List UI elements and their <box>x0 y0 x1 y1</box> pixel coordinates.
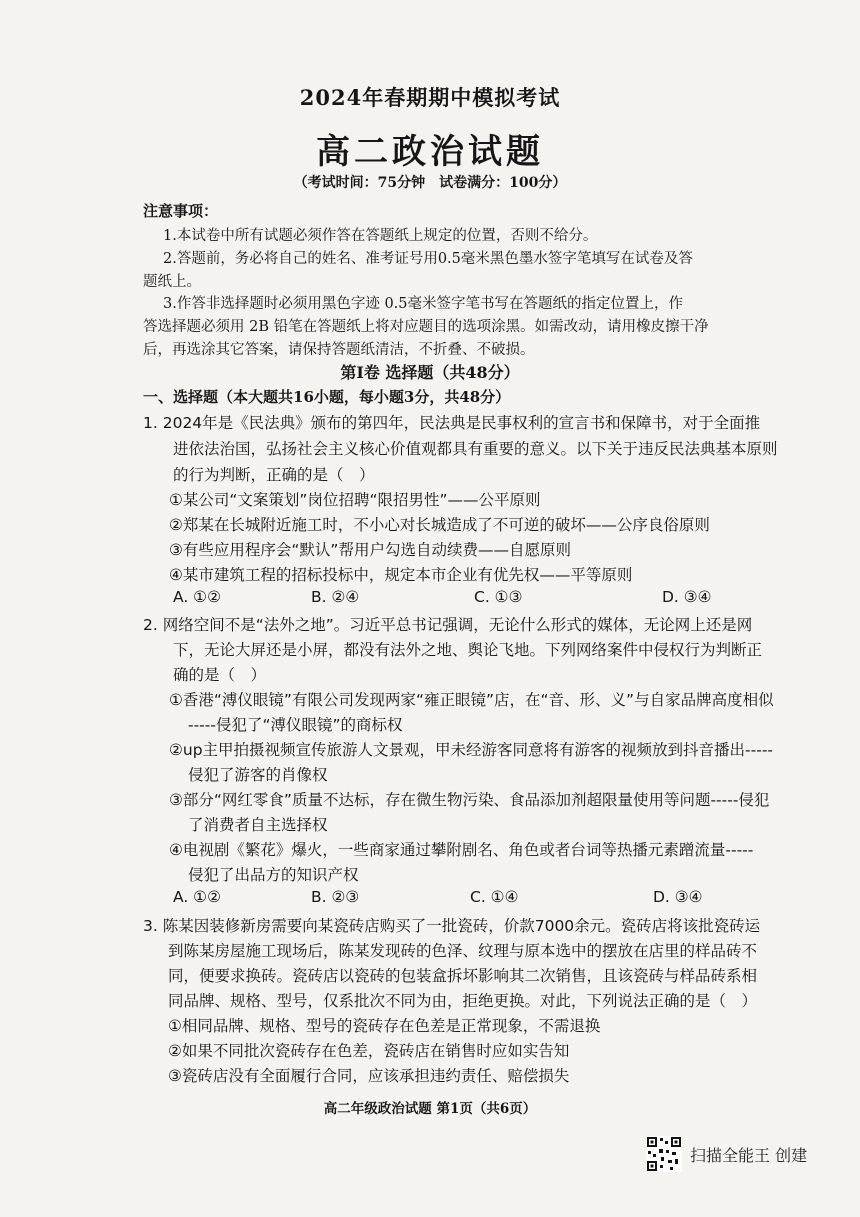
choice-c: C. ①③ <box>474 588 523 606</box>
question-option-line: ②郑某在长城附近施工时，不小心对长城造成了不可逆的破坏——公序良俗原则 <box>169 516 710 534</box>
qr-code-icon <box>646 1136 682 1172</box>
notice-line: 后，再选涂其它答案，请保持答题纸清洁，不折叠、不破损。 <box>143 342 535 358</box>
question-option-line: ③瓷砖店没有全面履行合同，应该承担违约责任、赔偿损失 <box>168 1067 570 1085</box>
subject-title: 高二政治试题 <box>316 132 544 172</box>
question-option-line: ②up主甲拍摄视频宣传旅游人文景观，甲未经游客同意将有游客的视频放到抖音播出----- <box>169 741 774 759</box>
choice-d: D. ③④ <box>653 888 703 906</box>
question-stem-line: 同品牌、规格、型号，仅系批次不同为由，拒绝更换。对此，下列说法正确的是（ ） <box>168 992 758 1010</box>
question-option-line: 侵犯了出品方的知识产权 <box>188 866 359 884</box>
question-stem-line: 确的是（ ） <box>173 666 267 684</box>
question-stem-line: 的行为判断，正确的是（ ） <box>173 466 375 484</box>
choice-b: B. ②④ <box>311 588 360 606</box>
question-option-line: ①某公司“文案策划”岗位招聘“限招男性”——公平原则 <box>169 491 541 509</box>
notice-line: 题纸上。 <box>143 274 201 290</box>
question-option-line: ④某市建筑工程的招标投标中，规定本市企业有优先权——平等原则 <box>169 566 633 584</box>
question-stem-line: 同，便要求换砖。瓷砖店以瓷砖的包装盒拆坏影响其二次销售，且该瓷砖与样品砖系相 <box>168 967 758 985</box>
part-heading: 一、选择题（本大题共16小题，每小题3分，共48分） <box>143 388 511 406</box>
question-option-line: ③部分“网红零食”质量不达标，存在微生物污染、食品添加剂超限量使用等问题-----侵犯 <box>169 791 770 809</box>
question-stem-line: 3. 陈某因装修新房需要向某瓷砖店购买了一批瓷砖，价款7000余元。瓷砖店将该批瓷砖运 <box>143 917 761 935</box>
choice-a: A. ①② <box>173 888 221 906</box>
question-option-line: ③有些应用程序会“默认”帮用户勾选自动续费——自愿原则 <box>169 541 571 559</box>
notice-line: 答选择题必须用 2B 铅笔在答题纸上将对应题目的选项涂黑。如需改动，请用橡皮擦干净 <box>143 319 709 335</box>
exam-title: 2024年春期期中模拟考试 <box>299 85 561 110</box>
choice-c: C. ①④ <box>470 888 519 906</box>
question-option-line: ④电视剧《繁花》爆火，一些商家通过攀附剧名、角色或者台词等热播元素蹭流量----- <box>169 841 754 859</box>
question-stem-line: 到陈某房屋施工现场后，陈某发现砖的色泽、纹理与原本选中的摆放在店里的样品砖不 <box>168 942 758 960</box>
choice-a: A. ①② <box>173 588 221 606</box>
scanner-label: 扫描全能王 创建 <box>690 1145 808 1165</box>
section-title: 第Ⅰ卷 选择题（共48分） <box>340 363 520 382</box>
question-option-line: 了消费者自主选择权 <box>188 816 328 834</box>
scanner-watermark <box>646 1136 807 1172</box>
question-option-line: -----侵犯了“溥仪眼镜”的商标权 <box>188 716 403 734</box>
question-stem-line: 进依法治国，弘扬社会主义核心价值观都具有重要的意义。以下关于违反民法典基本原则 <box>173 440 778 458</box>
question-option-line: ①香港“溥仪眼镜”有限公司发现两家“雍正眼镜”店，在“音、形、义”与自家品牌高度相似 <box>169 691 774 709</box>
notice-line: 2.答题前，务必将自己的姓名、准考证号用0.5毫米黑色墨水签字笔填写在试卷及答 <box>163 251 693 267</box>
question-stem-line: 1. 2024年是《民法典》颁布的第四年，民法典是民事权利的宣言书和保障书，对于全面推 <box>143 414 761 432</box>
question-option-line: 侵犯了游客的肖像权 <box>188 766 328 784</box>
question-option-line: ②如果不同批次瓷砖存在色差，瓷砖店在销售时应如实告知 <box>168 1042 570 1060</box>
choice-b: B. ②③ <box>311 888 360 906</box>
notice-line: 1.本试卷中所有试题必须作答在答题纸上规定的位置，否则不给分。 <box>163 228 598 244</box>
page-footer: 高二年级政治试题 第1页（共6页） <box>323 1101 537 1117</box>
notice-heading: 注意事项： <box>143 202 219 220</box>
choice-d: D. ③④ <box>662 588 712 606</box>
question-stem-line: 下，无论大屏还是小屏，都没有法外之地、舆论飞地。下列网络案件中侵权行为判断正 <box>173 641 763 659</box>
question-stem-line: 2. 网络空间不是“法外之地”。习近平总书记强调，无论什么形式的媒体，无论网上还是网 <box>143 616 753 634</box>
exam-info: （考试时间：75分钟 试卷满分：100分） <box>293 175 567 191</box>
notice-line: 3.作答非选择题时必须用黑色字迹 0.5毫米签字笔书写在答题纸的指定位置上，作 <box>163 296 684 312</box>
question-option-line: ①相同品牌、规格、型号的瓷砖存在色差是正常现象，不需退换 <box>168 1017 601 1035</box>
